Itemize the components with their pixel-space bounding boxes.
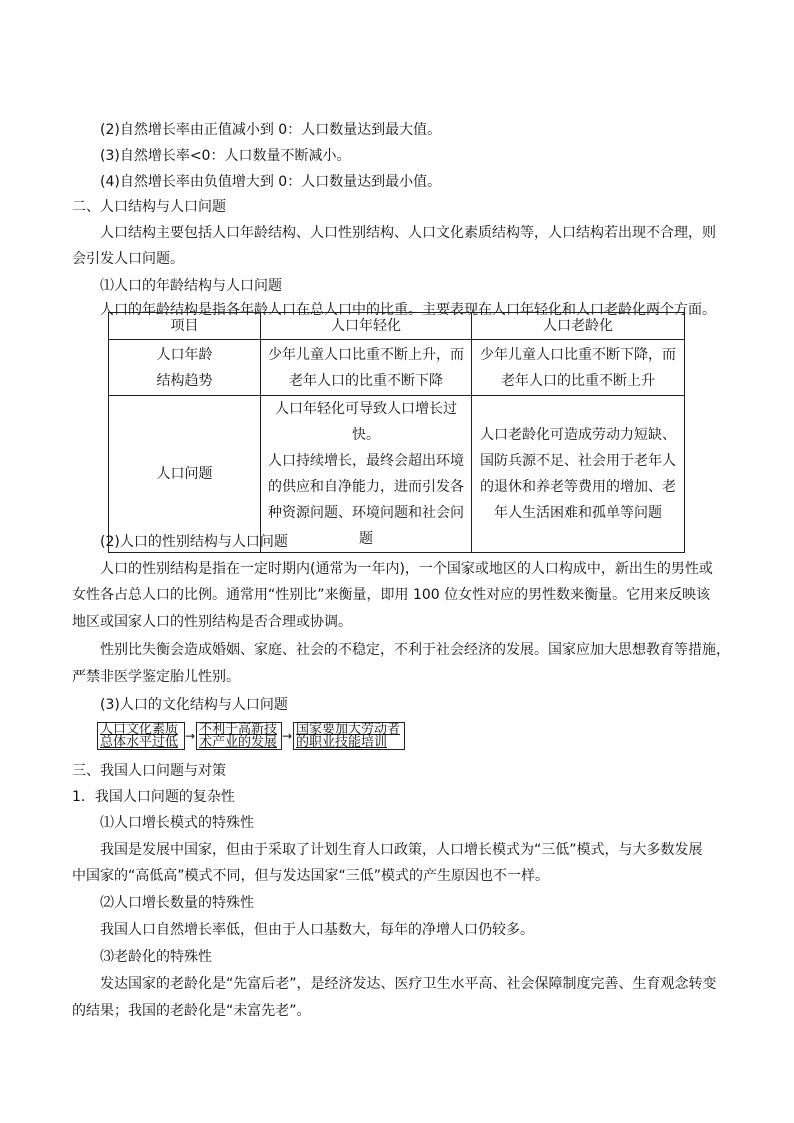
subheading: ⑴人口增长模式的特殊性 (100, 815, 254, 831)
paragraph-line: 会引发人口问题。 (72, 251, 184, 267)
cell-line: 少年儿童人口比重不断下降，而 (480, 346, 676, 363)
table-cell: 人口问题 (109, 396, 261, 553)
subheading: ⑶老龄化的特殊性 (100, 949, 212, 965)
table-cell (261, 396, 472, 553)
list-item: (4)自然增长率由负值增大到 0：人口数量达到最小值。 (100, 174, 442, 190)
cell-line: 老年人口的比重不断上升 (501, 372, 655, 389)
cell-line: 老年人口的比重不断下降 (289, 372, 443, 389)
cell-line: 结构趋势 (156, 372, 213, 389)
cell-line: 年人生活困难和孤单等问题 (494, 505, 662, 521)
table-cell (472, 396, 685, 553)
paragraph-line: 发达国家的老龄化是“先富后老”，是经济发达、医疗卫生水平高、社会保障制度完善、生育观念转变 (100, 976, 717, 992)
table-header: 人口老龄化 (472, 313, 685, 340)
table-cell (472, 340, 685, 396)
paragraph-line: 人口的年龄结构是指各年龄人口在总人口中的比重。主要表现在人口年轻化和人口老龄化两个方面。 (100, 302, 716, 318)
table-cell (109, 340, 261, 396)
flow-box-line: 术产业的发展 (199, 735, 278, 750)
cell-line: 人口老龄化可造成劳动力短缺、 (480, 427, 676, 443)
subheading: ⑴人口的年龄结构与人口问题 (100, 278, 282, 294)
subsection-heading: 1．我国人口问题的复杂性 (72, 789, 235, 805)
cell-line: 少年儿童人口比重不断上升，而 (268, 346, 464, 363)
flow-box (293, 722, 405, 750)
paragraph-line: 人口结构主要包括人口年龄结构、人口性别结构、人口文化素质结构等，人口结构若出现不合理，则 (100, 225, 716, 241)
paragraph-line: 女性各占总人口的比例。通常用“性别比”来衡量，即用 100 位女性对应的男性数来衡量。它用来反映该 (72, 587, 711, 603)
flow-box-line: 总体水平过低 (100, 735, 179, 750)
flow-box (196, 722, 282, 750)
subheading: ⑵人口增长数量的特殊性 (100, 895, 254, 911)
flow-box-line: 不利于高新技 (199, 722, 278, 737)
paragraph-line: 严禁非医学鉴定胎儿性别。 (72, 669, 240, 685)
subheading: (3)人口的文化结构与人口问题 (100, 697, 288, 713)
flow-box-line: 国家要加大劳动者 (296, 722, 401, 737)
table-row (109, 396, 685, 553)
age-structure-table (108, 312, 685, 553)
paragraph-line: 我国是发展中国家，但由于采取了计划生育人口政策，人口增长模式为“三低”模式，与大多数发展 (100, 842, 703, 858)
paragraph-line: 我国人口自然增长率低，但由于人口基数大，每年的净增人口仍较多。 (100, 922, 534, 938)
table-row (109, 340, 685, 396)
paragraph-line: 人口的性别结构是指在一定时期内(通常为一年内)，一个国家或地区的人口构成中，新出生的男性或 (100, 561, 713, 577)
cell-line: 题 (359, 531, 373, 547)
subheading: (2)人口的性别结构与人口问题 (100, 534, 288, 550)
table-header: 人口年轻化 (261, 313, 472, 340)
arrow-right-icon: → (282, 729, 293, 743)
flow-box-line: 人口文化素质 (100, 722, 179, 737)
cell-line: 国防兵源不足、社会用于老年人 (480, 453, 676, 469)
table-cell (261, 340, 472, 396)
list-item: (2)自然增长率由正值减小到 0：人口数量达到最大值。 (100, 122, 442, 138)
list-item: (3)自然增长率<0：人口数量不断减小。 (100, 148, 351, 164)
paragraph-line: 地区或国家人口的性别结构是否合理或协调。 (72, 614, 352, 630)
paragraph-line: 中国家的“高低高”模式不同，但与发达国家“三低”模式的产生原因也不一样。 (72, 868, 550, 884)
section-heading: 二、人口结构与人口问题 (72, 199, 226, 215)
cell-line: 种资源问题、环境问题和社会问 (268, 505, 464, 521)
paragraph-line: 性别比失衡会造成婚姻、家庭、社会的不稳定，不利于社会经济的发展。国家应加大思想教育等措施， (100, 642, 730, 658)
flow-box (97, 722, 185, 750)
cell-line: 的供应和自净能力，进而引发各 (268, 479, 464, 495)
table-header: 项目 (109, 313, 261, 340)
flow-box-line: 的职业技能培训 (296, 735, 388, 750)
paragraph-line: 的结果；我国的老龄化是“未富先老”。 (72, 1003, 311, 1019)
section-heading: 三、我国人口问题与对策 (72, 763, 226, 779)
cell-line: 的退休和养老等费用的增加、老 (480, 479, 676, 495)
cell-line: 人口持续增长，最终会超出环境 (268, 453, 464, 469)
arrow-right-icon: → (185, 729, 196, 743)
cell-line: 人口年龄 (156, 346, 213, 363)
table-header-row (109, 313, 685, 340)
cell-line: 人口年轻化可导致人口增长过快。 (275, 401, 457, 443)
